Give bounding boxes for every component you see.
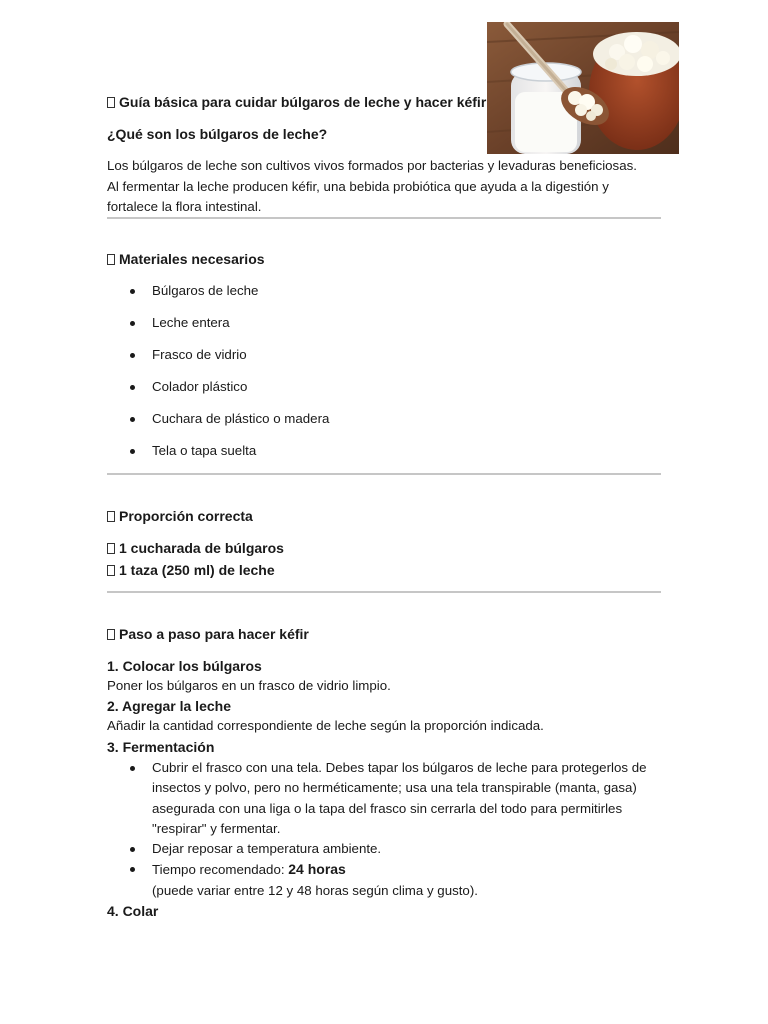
- list-item: Colador plástico: [107, 378, 329, 396]
- materials-list: [107, 282, 329, 460]
- materials-heading: Materiales necesarios: [107, 250, 265, 268]
- list-item: Dejar reposar a temperatura ambiente.: [107, 839, 672, 859]
- proportion-line: 1 taza (250 ml) de leche: [107, 561, 275, 579]
- proportion-heading: Proporción correcta: [107, 507, 253, 525]
- fermentation-list: [107, 758, 672, 901]
- list-item: Cuchara de plástico o madera: [107, 410, 329, 428]
- step-text: Añadir la cantidad correspondiente de leche según la proporción indicada.: [107, 718, 544, 733]
- list-item: Cubrir el frasco con una tela. Debes tapar los búlgaros de leche para protegerlos de insectos y polvo, pero no herméticamente; usa una tela transpirable (manta, gasa) asegurada con una liga o la tapa del frasco sin cerrarla del todo para permitirles "respirar" y fermentar.: [107, 758, 672, 839]
- missing-glyph-icon: [107, 511, 115, 522]
- bullet-icon: [130, 321, 135, 326]
- list-item: Tiempo recomendado: 24 horas (puede variar entre 12 y 48 horas según clima y gusto).: [107, 859, 672, 901]
- list-item: Búlgaros de leche: [107, 282, 329, 300]
- bullet-icon: [130, 417, 135, 422]
- steps-heading: Paso a paso para hacer kéfir: [107, 625, 309, 643]
- bullet-icon: [130, 289, 135, 294]
- list-item: Frasco de vidrio: [107, 346, 329, 364]
- section-divider: [107, 473, 661, 475]
- missing-glyph-icon: [107, 254, 115, 265]
- kefir-grains-photo: [487, 22, 679, 154]
- list-item: Tela o tapa suelta: [107, 442, 329, 460]
- document-title: Guía básica para cuidar búlgaros de leche y hacer kéfir: [107, 93, 486, 111]
- missing-glyph-icon: [107, 565, 115, 576]
- step-title: 4. Colar: [107, 903, 159, 919]
- section-divider: [107, 591, 661, 593]
- bullet-icon: [130, 353, 135, 358]
- missing-glyph-icon: [107, 629, 115, 640]
- section-divider: [107, 217, 661, 219]
- step-title: 3. Fermentación: [107, 739, 215, 755]
- missing-glyph-icon: [107, 543, 115, 554]
- bullet-icon: [130, 847, 135, 852]
- proportion-line: 1 cucharada de búlgaros: [107, 539, 284, 557]
- missing-glyph-icon: [107, 97, 115, 108]
- step-title: 1. Colocar los búlgaros: [107, 658, 262, 674]
- intro-heading: ¿Qué son los búlgaros de leche?: [107, 126, 328, 142]
- list-item: Leche entera: [107, 314, 329, 332]
- step-text: Poner los búlgaros en un frasco de vidrio limpio.: [107, 678, 391, 693]
- bullet-icon: [130, 449, 135, 454]
- bullet-icon: [130, 385, 135, 390]
- duration-value: 24 horas: [288, 861, 346, 878]
- intro-paragraph: Los búlgaros de leche son cultivos vivos formados por bacterias y levaduras beneficiosas. Al fermentar la leche producen kéfir, una bebida probiótica que ayuda a la digestión y fortalece la flora intestinal.: [107, 158, 637, 214]
- bullet-icon: [130, 867, 135, 872]
- step-title: 2. Agregar la leche: [107, 698, 231, 714]
- bullet-icon: [130, 766, 135, 771]
